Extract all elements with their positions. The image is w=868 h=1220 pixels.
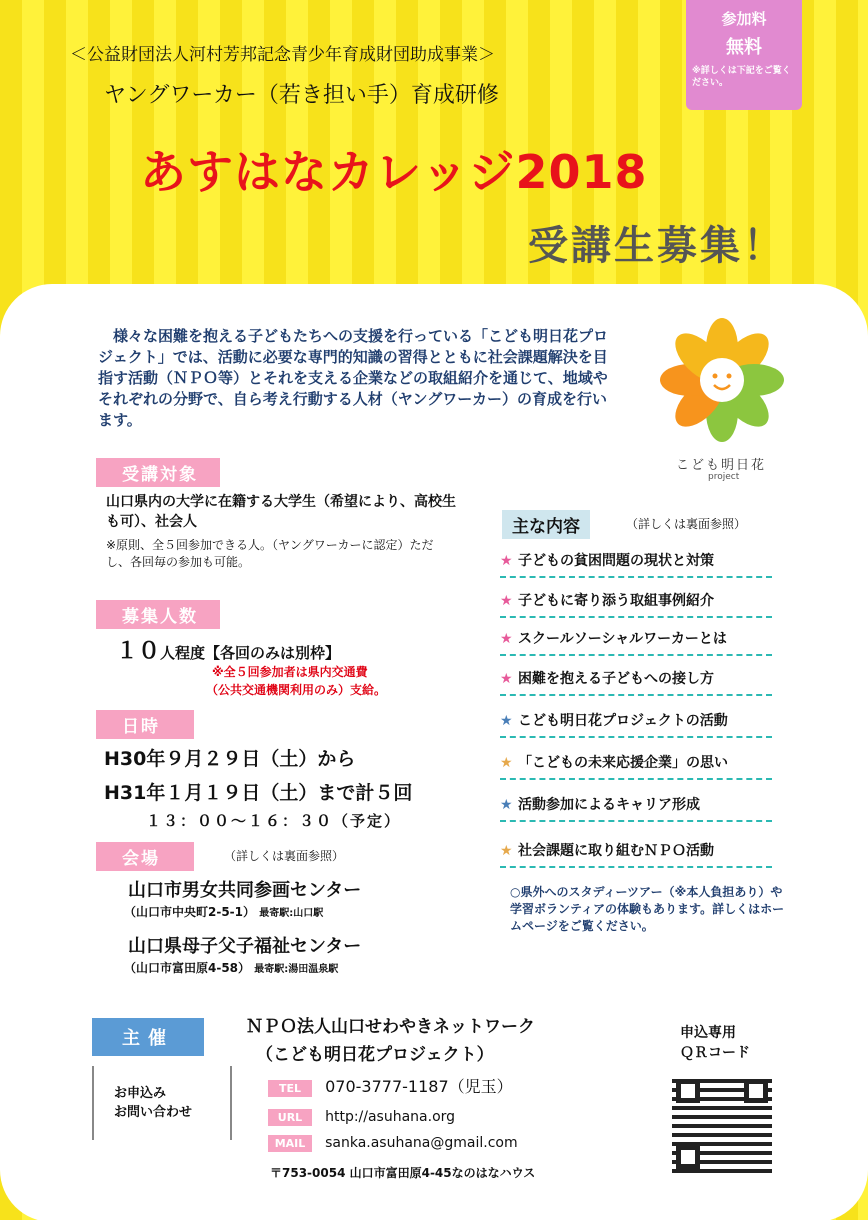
- page-subtitle: 受講生募集！: [528, 223, 786, 269]
- content-item-label: 子どもに寄り添う取組事例紹介: [518, 593, 714, 609]
- star-icon: ★: [500, 553, 513, 569]
- content-item-label: 「こどもの未来応援企業」の思い: [518, 755, 728, 771]
- schedule-start: H30年９月２９日（土）から: [104, 748, 356, 770]
- content-item-label: スクールソーシャルワーカーとは: [518, 631, 727, 647]
- star-icon: ★: [500, 843, 513, 859]
- content-item: [500, 590, 772, 618]
- capacity-note1: ※全５回参加者は県内交通費: [212, 665, 368, 679]
- venue2-addr: （山口市富田原4-58）: [124, 961, 251, 975]
- content-item: [500, 794, 772, 822]
- star-icon: ★: [500, 671, 513, 687]
- content-item: [500, 752, 772, 780]
- flower-logo-icon: [660, 318, 784, 442]
- content-item-label: こども明日花プロジェクトの活動: [518, 713, 728, 729]
- qr-code-icon[interactable]: [672, 1075, 772, 1173]
- content-item-label: 困難を抱える子どもへの接し方: [518, 671, 714, 687]
- venue2-name: 山口県母子父子福祉センター: [128, 936, 362, 957]
- logo-name: こども明日花: [676, 458, 767, 473]
- url-link[interactable]: http://asuhana.org: [325, 1109, 456, 1125]
- content-item-label: 子どもの貧困問題の現状と対策: [518, 553, 714, 569]
- qr-finder-tl: [676, 1079, 700, 1103]
- organizer-header: 主催: [92, 1018, 204, 1056]
- url-row: [268, 1106, 455, 1126]
- contact-label: お申込み お問い合わせ: [114, 1086, 193, 1120]
- tel-value[interactable]: 070-3777-1187（児玉）: [325, 1077, 513, 1096]
- venue2-station: 最寄駅:湯田温泉駅: [254, 964, 339, 975]
- organizer-name2: （こども明日花プロジェクト）: [256, 1045, 494, 1065]
- capacity-header: 募集人数: [96, 600, 220, 629]
- star-icon: ★: [500, 593, 513, 609]
- content-item: [500, 710, 772, 738]
- intro-text: 様々な困難を抱える子どもたちへの支援を行っている「こども明日花プロジェクト」では、活動に必要な専門的知識の習得とともに社会課題解決を目指す活動（ＮＰＯ等）とそれを支える企業などの取組紹介を通じて、地域やそれぞれの分野で、自ら考え行動する人材（ヤングワーカー）の育成を行います。: [98, 327, 609, 429]
- capacity-rest: 人程度【各回のみは別枠】: [160, 644, 341, 662]
- content-item-label: 活動参加によるキャリア形成: [518, 797, 700, 813]
- qr-label2: ＱＲコード: [680, 1045, 750, 1061]
- capacity-number: １０: [116, 639, 161, 664]
- venue1-address: [124, 904, 323, 922]
- contents-extra: ○県外へのスタディーツアー（※本人負担あり）や学習ボランティアの体験もあります。詳しくはホームページをご覧ください。: [510, 885, 785, 933]
- star-icon: ★: [500, 755, 513, 771]
- qr-finder-bl: [676, 1145, 700, 1169]
- target-header: 受講対象: [96, 458, 220, 487]
- schedule-header: 日時: [96, 710, 194, 739]
- contents-note: （詳しくは裏面参照）: [626, 517, 747, 531]
- contents-header: 主な内容: [502, 510, 590, 539]
- sponsor-line: ＜公益財団法人河村芳邦記念青少年育成財団助成事業＞: [70, 45, 495, 65]
- star-icon: ★: [500, 797, 513, 813]
- target-text: 山口県内の大学に在籍する大学生（希望により、高校生も可）、社会人: [106, 494, 456, 530]
- logo-sub: project: [708, 472, 740, 482]
- content-item-label: 社会課題に取り組むＮＰＯ活動: [518, 843, 714, 859]
- venue1-station: 最寄駅:山口駅: [259, 908, 324, 919]
- content-item: [500, 628, 772, 656]
- content-item: [500, 840, 772, 868]
- mail-row: [268, 1132, 518, 1152]
- mail-tag: MAIL: [268, 1135, 312, 1152]
- organizer-name1: ＮＰＯ法人山口せわやきネットワーク: [246, 1017, 535, 1037]
- tel-row: [268, 1074, 513, 1097]
- mail-link[interactable]: sanka.asuhana@gmail.com: [325, 1135, 518, 1151]
- fee-note: ※詳しくは下記をご覧ください。: [692, 66, 791, 88]
- qr-finder-tr: [744, 1079, 768, 1103]
- capacity-note2: （公共交通機関利用のみ）支給。: [206, 683, 387, 697]
- tel-tag: TEL: [268, 1080, 312, 1097]
- star-icon: ★: [500, 713, 513, 729]
- content-item: [500, 550, 772, 578]
- qr-label1: 申込専用: [680, 1025, 736, 1041]
- page-title: あすはなカレッジ2018: [140, 145, 648, 199]
- star-icon: ★: [500, 631, 513, 647]
- contents-list: [500, 550, 772, 870]
- venue1-name: 山口市男女共同参画センター: [128, 880, 362, 901]
- venue1-addr: （山口市中央町2-5-1）: [124, 905, 256, 919]
- venue-note: （詳しくは裏面参照）: [224, 849, 345, 863]
- program-name: ヤングワーカー（若き担い手）育成研修: [104, 83, 499, 108]
- fee-label: 参加料: [721, 10, 767, 28]
- venue2-address: [124, 960, 338, 978]
- fee-value: 無料: [726, 37, 762, 58]
- venue-header: 会場: [96, 842, 194, 871]
- capacity-main: [116, 634, 340, 665]
- fee-badge: [686, 0, 802, 110]
- target-note: ※原則、全５回参加できる人。（ヤングワーカーに認定）ただし、各回毎の参加も可能。: [106, 538, 434, 569]
- schedule-end: H31年１月１９日（土）まで計５回: [104, 782, 413, 804]
- schedule-time: １３：００～１６：３０（予定）: [146, 812, 402, 830]
- address-line: 〒753-0054 山口市富田原4-45なのはなハウス: [270, 1166, 536, 1180]
- content-item: [500, 668, 772, 696]
- url-tag: URL: [268, 1109, 312, 1126]
